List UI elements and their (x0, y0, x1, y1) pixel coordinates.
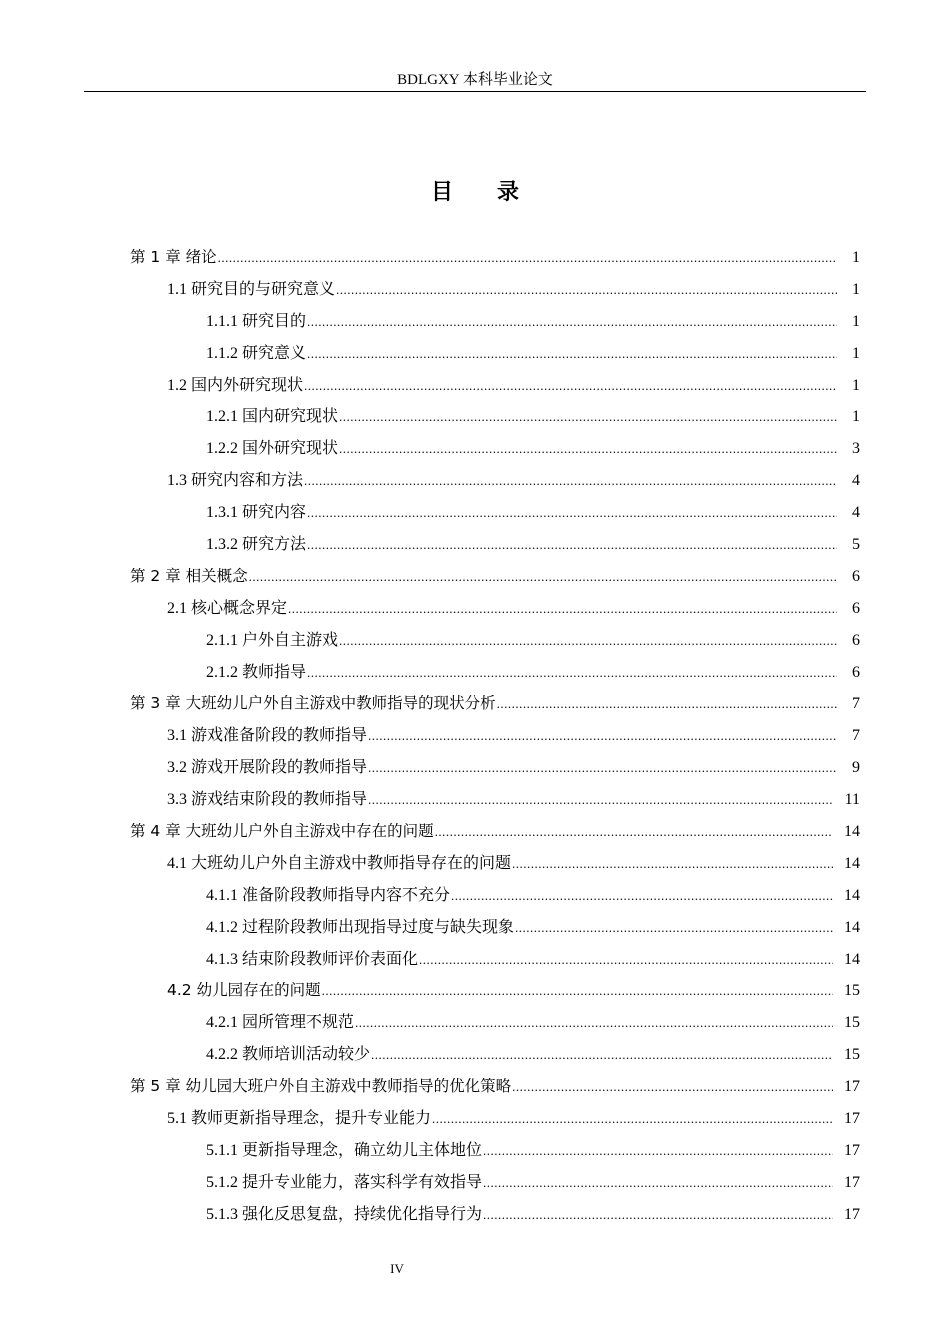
toc-entry[interactable] (0, 848, 950, 880)
toc-entry[interactable] (0, 944, 950, 976)
toc-title: 目录 (430, 180, 563, 205)
toc-entry-label: 5.1 教师更新指导理念，提升专业能力 (167, 1110, 432, 1128)
toc-entry-label: 2.1.1 户外自主游戏 (206, 631, 339, 649)
toc-entry-page: 17 (844, 1173, 860, 1191)
toc-entry-page: 1 (852, 249, 860, 266)
toc-entry[interactable] (0, 306, 950, 338)
toc-entry[interactable] (0, 784, 950, 816)
toc-entry[interactable] (0, 912, 950, 944)
toc-list (0, 242, 950, 1231)
toc-leader-dots (512, 1071, 833, 1103)
toc-leader-dots (432, 1103, 833, 1135)
toc-entry-label: 1.2 国内外研究现状 (167, 376, 304, 394)
toc-leader-dots (483, 1167, 833, 1199)
toc-leader-dots (307, 657, 837, 689)
toc-entry-page: 3 (852, 440, 860, 458)
toc-leader-dots (304, 465, 837, 497)
toc-entry-page: 1 (852, 408, 860, 426)
toc-leader-dots (322, 975, 833, 1007)
toc-leader-dots (307, 497, 837, 529)
toc-entry[interactable] (0, 497, 950, 529)
toc-entry-label: 3.3 游戏结束阶段的教师指导 (167, 791, 368, 809)
toc-entry[interactable] (0, 433, 950, 465)
toc-leader-dots (419, 944, 833, 976)
toc-leader-dots (368, 784, 833, 816)
toc-entry-label: 3.2 游戏开展阶段的教师指导 (167, 759, 368, 777)
toc-entry-page: 11 (844, 791, 860, 809)
toc-entry-label: 1.3 研究内容和方法 (167, 472, 304, 490)
toc-leader-dots (371, 1039, 833, 1071)
toc-entry-label: 1.2.1 国内研究现状 (206, 408, 339, 426)
toc-leader-dots (512, 848, 833, 880)
toc-entry-page: 1 (852, 312, 860, 330)
toc-entry-page: 5 (852, 536, 860, 554)
toc-entry-page: 9 (852, 759, 860, 777)
toc-entry-label: 4.1.2 过程阶段教师出现指导过度与缺失现象 (206, 918, 515, 936)
toc-leader-dots (307, 338, 837, 370)
toc-leader-dots (451, 880, 833, 912)
page-number: IV (390, 1261, 404, 1276)
toc-leader-dots (307, 306, 837, 338)
toc-entry-label: 第 4 章 大班幼儿户外自主游戏中存在的问题 (130, 822, 434, 841)
toc-entry-label: 4.2.1 园所管理不规范 (206, 1014, 355, 1032)
toc-leader-dots (368, 720, 837, 752)
toc-leader-dots (339, 625, 837, 657)
toc-entry-label: 第 2 章 相关概念 (130, 566, 248, 585)
toc-entry-page: 4 (852, 472, 860, 490)
toc-entry-label: 第 5 章 幼儿园大班户外自主游戏中教师指导的优化策略 (130, 1077, 512, 1096)
toc-entry-page: 6 (852, 599, 860, 617)
toc-entry-page: 4 (852, 504, 860, 522)
running-header: BDLGXY 本科毕业论文 (397, 72, 553, 88)
toc-entry-page: 1 (852, 344, 860, 362)
toc-entry-page: 17 (844, 1078, 860, 1096)
toc-entry-page: 14 (844, 918, 860, 936)
toc-entry-page: 17 (844, 1110, 860, 1128)
toc-leader-dots (304, 370, 837, 402)
toc-entry-page: 7 (852, 695, 860, 713)
toc-entry-label: 4.2.2 教师培训活动较少 (206, 1046, 371, 1064)
toc-entry-label: 1.1.1 研究目的 (206, 312, 307, 330)
toc-entry-page: 14 (844, 854, 860, 872)
toc-entry-label: 5.1.1 更新指导理念，确立幼儿主体地位 (206, 1141, 483, 1159)
toc-leader-dots (515, 912, 833, 944)
toc-entry[interactable] (0, 1167, 950, 1199)
toc-entry[interactable] (0, 975, 950, 1007)
toc-entry[interactable] (0, 370, 950, 402)
toc-entry-label: 3.1 游戏准备阶段的教师指导 (167, 727, 368, 745)
toc-entry-page: 14 (844, 823, 860, 841)
toc-entry-label: 2.1 核心概念界定 (167, 599, 288, 617)
toc-leader-dots (435, 816, 833, 848)
toc-entry[interactable] (0, 529, 950, 561)
toc-entry-page: 15 (844, 1046, 860, 1064)
toc-entry[interactable] (0, 1007, 950, 1039)
toc-entry-label: 4.1.1 准备阶段教师指导内容不充分 (206, 886, 451, 904)
toc-entry-label: 1.3.2 研究方法 (206, 536, 307, 554)
toc-leader-dots (288, 593, 837, 625)
toc-entry-label: 第 1 章 绪论 (130, 248, 217, 266)
header-rule (84, 91, 866, 92)
toc-entry[interactable] (0, 1071, 950, 1103)
toc-leader-dots (497, 688, 837, 720)
toc-entry[interactable] (0, 1199, 950, 1231)
toc-entry-label: 5.1.3 强化反思复盘，持续优化指导行为 (206, 1205, 483, 1223)
toc-entry[interactable] (0, 593, 950, 625)
toc-entry-page: 17 (844, 1141, 860, 1159)
toc-leader-dots (368, 752, 837, 784)
toc-entry-page: 1 (852, 376, 860, 394)
toc-entry[interactable] (0, 1135, 950, 1167)
toc-entry-page: 6 (852, 567, 860, 585)
toc-entry-page: 14 (844, 886, 860, 904)
toc-entry[interactable] (0, 242, 950, 274)
toc-entry-label: 1.1.2 研究意义 (206, 344, 307, 362)
toc-entry-label: 2.1.2 教师指导 (206, 663, 307, 681)
toc-leader-dots (339, 433, 837, 465)
toc-leader-dots (483, 1199, 833, 1231)
toc-leader-dots (249, 561, 837, 593)
toc-entry-label: 4.1 大班幼儿户外自主游戏中教师指导存在的问题 (167, 854, 512, 872)
toc-entry[interactable] (0, 752, 950, 784)
toc-entry-page: 15 (844, 1014, 860, 1032)
toc-entry[interactable] (0, 816, 950, 848)
toc-leader-dots (483, 1135, 833, 1167)
toc-entry-label: 4.1.3 结束阶段教师评价表面化 (206, 950, 419, 968)
toc-leader-dots (336, 274, 837, 306)
toc-entry[interactable] (0, 561, 950, 593)
toc-entry-label: 1.3.1 研究内容 (206, 504, 307, 522)
toc-entry[interactable] (0, 1103, 950, 1135)
toc-entry-page: 6 (852, 631, 860, 649)
toc-entry[interactable] (0, 401, 950, 433)
toc-entry-label: 1.2.2 国外研究现状 (206, 440, 339, 458)
toc-entry-page: 1 (852, 280, 860, 298)
toc-entry[interactable] (0, 274, 950, 306)
toc-entry-page: 17 (844, 1205, 860, 1223)
toc-entry-page: 15 (844, 982, 860, 1000)
toc-entry-page: 6 (852, 663, 860, 681)
toc-leader-dots (339, 401, 837, 433)
toc-leader-dots (218, 242, 837, 274)
toc-entry[interactable] (0, 465, 950, 497)
toc-entry[interactable] (0, 1039, 950, 1071)
toc-entry[interactable] (0, 338, 950, 370)
toc-leader-dots (307, 529, 837, 561)
toc-entry-label: 第 3 章 大班幼儿户外自主游戏中教师指导的现状分析 (130, 694, 496, 713)
toc-entry[interactable] (0, 880, 950, 912)
toc-entry-page: 14 (844, 950, 860, 968)
toc-entry[interactable] (0, 688, 950, 720)
toc-entry-page: 7 (852, 727, 860, 745)
toc-entry-label: 1.1 研究目的与研究意义 (167, 280, 336, 298)
toc-entry[interactable] (0, 720, 950, 752)
toc-leader-dots (355, 1007, 833, 1039)
toc-entry-label: 4.2 幼儿园存在的问题 (167, 981, 321, 1000)
toc-entry[interactable] (0, 625, 950, 657)
toc-entry[interactable] (0, 657, 950, 689)
toc-entry-label: 5.1.2 提升专业能力，落实科学有效指导 (206, 1173, 483, 1191)
